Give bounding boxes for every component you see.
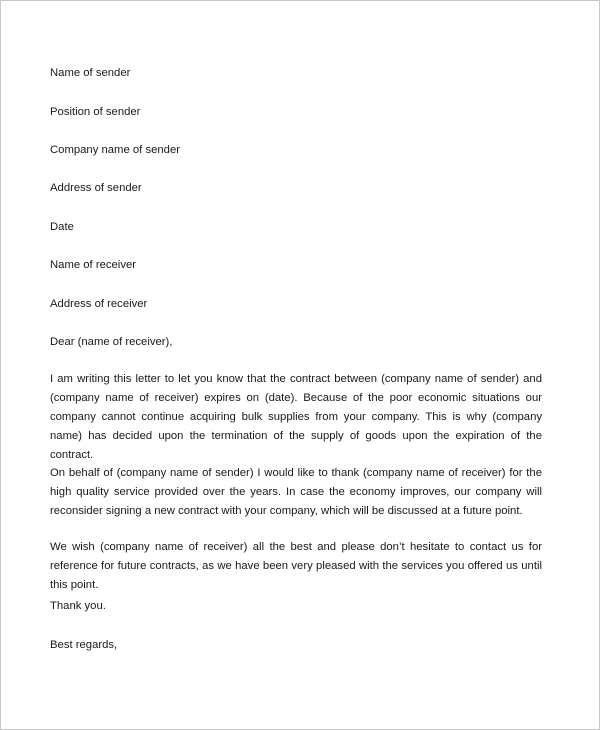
sender-position: Position of sender	[50, 106, 141, 118]
closing-thanks: Thank you.	[50, 600, 106, 612]
receiver-name: Name of receiver	[50, 259, 137, 271]
paragraph-thanks: On behalf of (company name of sender) I would like to thank (company name of receiver) for the high quality service provided over the years. In case the economy improves, our company will reconsider signing a new contract with your company, which will be discussed at a future point.	[50, 467, 542, 517]
sender-company: Company name of sender	[50, 144, 180, 156]
salutation: Dear (name of receiver),	[50, 336, 173, 348]
letter-date: Date	[50, 221, 74, 233]
paragraph-wishes: We wish (company name of receiver) all the best and please don’t hesitate to contact us for reference for future contracts, as we have been very pleased with the services you offered us until this point.	[50, 541, 542, 591]
receiver-address: Address of receiver	[50, 298, 148, 310]
paragraph-termination-notice: I am writing this letter to let you know that the contract between (company name of sender) and (company name of receiver) expires on (date). Because of the poor economic situations our company cannot continue acquiring bulk supplies from your company. This is why (company name) has decided upon the termination of the supply of goods upon the expiration of the contract.	[50, 373, 542, 461]
sender-address: Address of sender	[50, 182, 142, 194]
closing-regards: Best regards,	[50, 639, 118, 651]
sender-name: Name of sender	[50, 67, 131, 79]
